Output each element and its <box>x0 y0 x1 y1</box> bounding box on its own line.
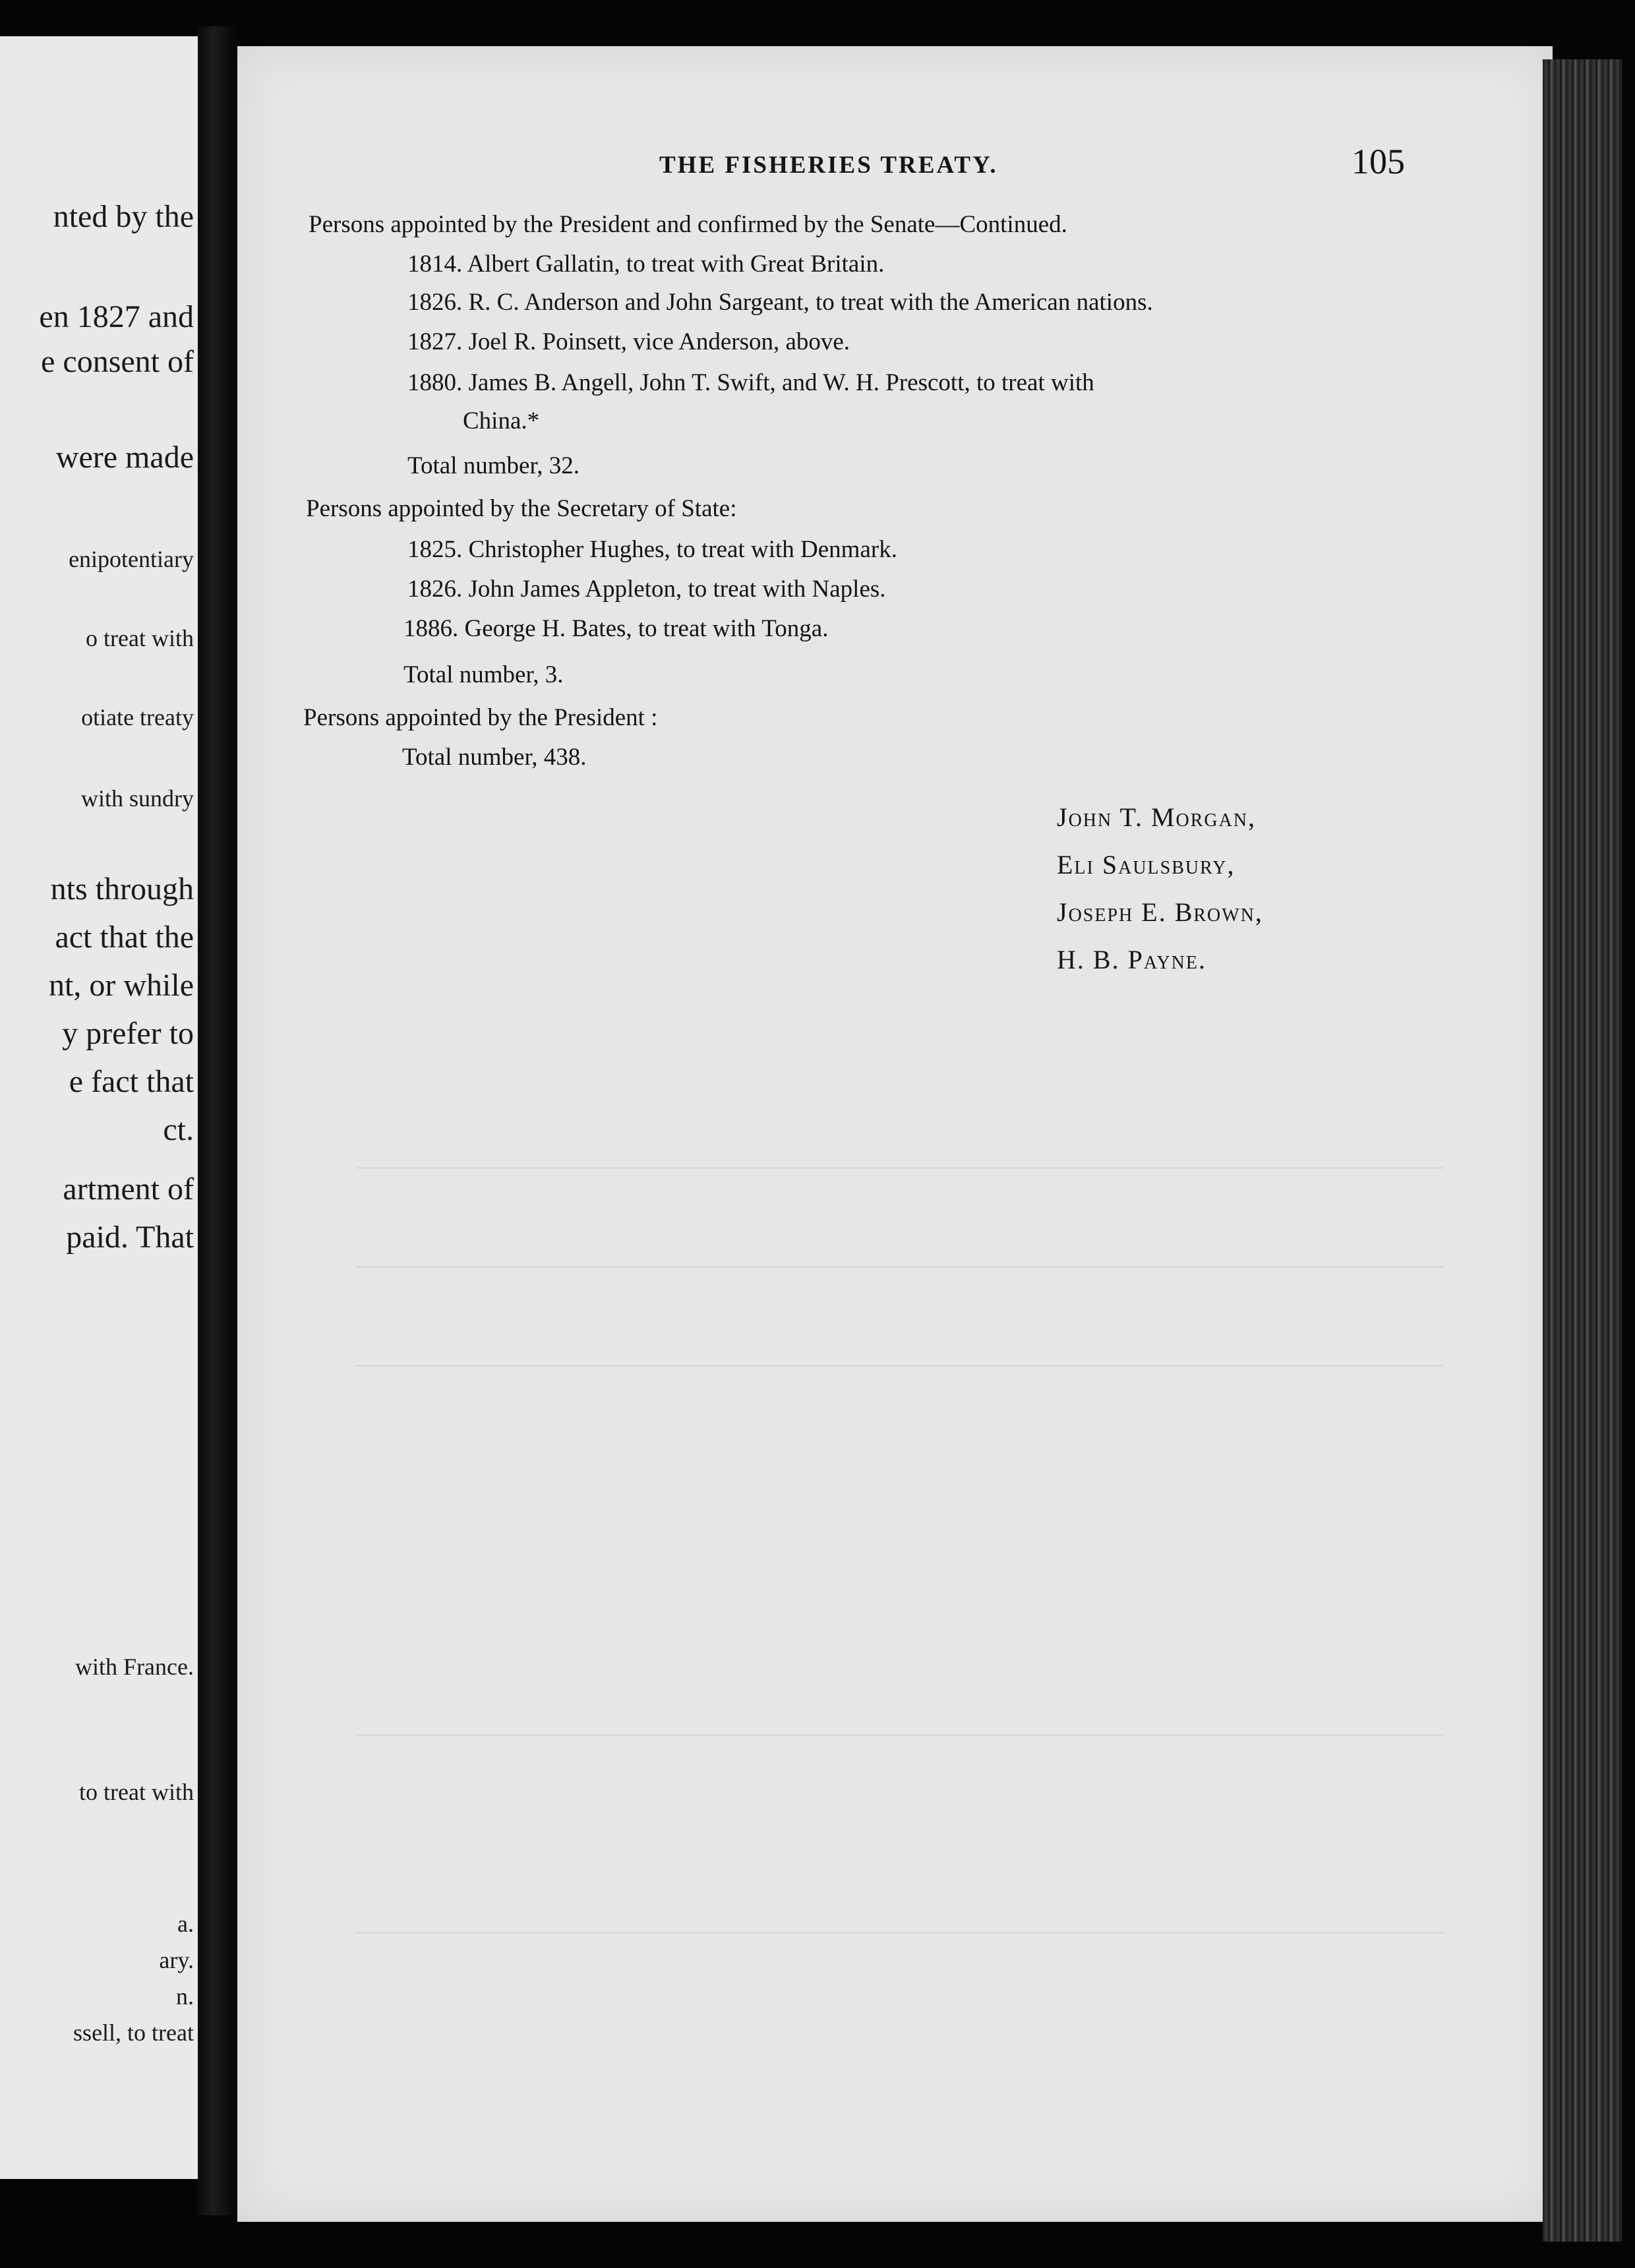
bleed-through <box>356 1266 1444 1268</box>
left-page-line: enipotentiary <box>69 546 194 572</box>
left-page-line: with France. <box>75 1654 194 1680</box>
left-page-line: ary. <box>159 1947 194 1973</box>
left-page-line: were made <box>55 440 194 475</box>
total-count: Total number, 438. <box>402 744 587 771</box>
bleed-through <box>356 1932 1444 1934</box>
list-item: 1827. Joel R. Poinsett, vice Anderson, above. <box>407 328 850 355</box>
section-heading-president: Persons appointed by the President : <box>303 704 658 731</box>
left-facing-page <box>0 36 198 2179</box>
left-page-line: artment of <box>63 1172 194 1207</box>
left-page-line: nted by the <box>53 199 194 234</box>
total-count: Total number, 32. <box>407 452 580 479</box>
left-page-line: with sundry <box>81 785 194 812</box>
left-page-line: to treat with <box>79 1779 194 1805</box>
left-page-line: otiate treaty <box>81 704 194 731</box>
list-item: 1880. James B. Angell, John T. Swift, and W. H. Prescott, to treat with <box>407 369 1094 396</box>
left-page-line: ssell, to treat <box>73 2019 194 2046</box>
bleed-through <box>356 1734 1444 1736</box>
signature-name: John T. Morgan, <box>1057 802 1257 832</box>
left-page-line: e fact that <box>69 1064 194 1099</box>
signature-name: Joseph E. Brown, <box>1057 897 1263 927</box>
left-page-line: ct. <box>163 1112 194 1147</box>
left-page-line: n. <box>176 1983 194 2010</box>
list-item: 1825. Christopher Hughes, to treat with Denmark. <box>407 536 897 563</box>
left-page-line: nts through <box>50 872 194 907</box>
list-item: 1826. John James Appleton, to treat with Naples. <box>407 576 886 603</box>
left-page-line: a. <box>177 1911 194 1937</box>
page-edge-stack <box>1543 59 1622 2242</box>
signature-name: Eli Saulsbury, <box>1057 850 1235 880</box>
bleed-through <box>356 1167 1444 1169</box>
list-item: 1826. R. C. Anderson and John Sargeant, to treat with the American nations. <box>407 289 1153 316</box>
running-header: THE FISHERIES TREATY. <box>659 152 998 179</box>
left-page-line: nt, or while <box>49 968 194 1003</box>
page-number: 105 <box>1352 142 1405 181</box>
list-item-continuation: China.* <box>463 407 540 434</box>
section-heading-secretary: Persons appointed by the Secretary of State: <box>306 495 737 522</box>
left-page-line: act that the <box>55 920 194 955</box>
left-page-line: paid. That <box>66 1220 194 1255</box>
signature-name: H. B. Payne. <box>1057 945 1207 974</box>
left-page-line: y prefer to <box>62 1016 194 1051</box>
section-heading-senate: Persons appointed by the President and confirmed by the Senate—Continued. <box>309 211 1067 238</box>
list-item: 1814. Albert Gallatin, to treat with Great Britain. <box>407 251 885 278</box>
main-page <box>237 46 1553 2222</box>
bleed-through <box>356 1365 1444 1367</box>
left-page-line: o treat with <box>86 625 194 651</box>
total-count: Total number, 3. <box>403 661 564 688</box>
list-item: 1886. George H. Bates, to treat with Tonga. <box>403 615 829 642</box>
book-gutter <box>198 26 237 2215</box>
left-page-line: e consent of <box>41 344 194 379</box>
left-page-line: en 1827 and <box>39 299 194 334</box>
